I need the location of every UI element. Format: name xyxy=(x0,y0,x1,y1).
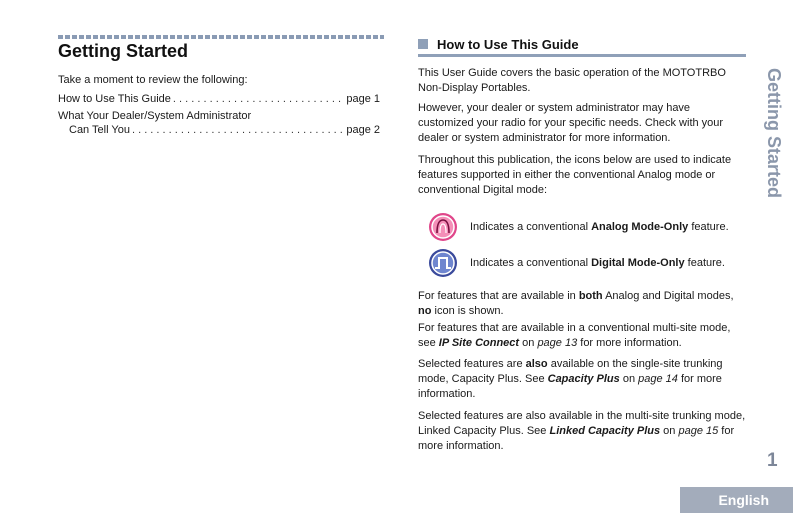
section-title: How to Use This Guide xyxy=(437,36,579,52)
language-tab: English xyxy=(680,487,793,513)
paragraph-linked-capacity-plus: Selected features are also available in the multi-site trunking mode, Linked Capacity Plus. See Linked Capacity Plus on page 15 for more information. xyxy=(418,410,746,452)
page-title: Getting Started xyxy=(58,41,189,61)
paragraph-capacity-plus: Selected features are also available on the single-site trunking mode, Capacity Plus. See Capacity Plus on page 14 for more information. xyxy=(418,358,723,400)
toc-label: How to Use This Guide xyxy=(58,93,171,105)
capacity-plus-link[interactable]: Capacity Plus xyxy=(547,373,620,385)
table-of-contents xyxy=(58,92,380,137)
chapter-side-tab xyxy=(762,68,784,202)
digital-legend xyxy=(428,248,725,278)
toc-entry-dealer[interactable] xyxy=(58,123,380,137)
toc-leader xyxy=(132,123,344,137)
toc-page: page 2 xyxy=(346,124,380,136)
ip-site-connect-link[interactable]: IP Site Connect xyxy=(438,337,520,349)
linked-capacity-plus-link[interactable]: Linked Capacity Plus xyxy=(549,425,661,437)
toc-page: page 1 xyxy=(346,93,380,105)
chapter-side-tab-label: Getting Started xyxy=(764,68,784,199)
analog-mode-icon xyxy=(428,212,458,242)
intro-text: Take a moment to review the following: xyxy=(58,74,248,86)
section-bullet-icon xyxy=(418,39,428,49)
toc-label: What Your Dealer/System Administrator xyxy=(58,110,252,122)
analog-legend-text: Indicates a conventional Analog Mode-Only feature. xyxy=(470,220,729,233)
digital-legend-text: Indicates a conventional Digital Mode-Only feature. xyxy=(470,256,725,269)
page-number: 1 xyxy=(767,450,778,471)
paragraph-intro: This User Guide covers the basic operation of the MOTOTRBO Non-Display Portables. xyxy=(418,67,726,94)
dashed-rule xyxy=(58,35,384,39)
section-header xyxy=(418,34,746,57)
paragraph-icons: Throughout this publication, the icons below are used to indicate features supported in either the conventional Analog mode or conventional Digital mode: xyxy=(418,154,732,196)
paragraph-both-modes: For features that are available in both Analog and Digital modes, no icon is shown. xyxy=(418,290,734,317)
analog-legend xyxy=(428,212,729,242)
toc-entry-how-to-use[interactable] xyxy=(58,92,380,106)
digital-mode-icon xyxy=(428,248,458,278)
toc-leader xyxy=(173,92,344,106)
paragraph-dealer: However, your dealer or system administrator may have customized your radio for your specific needs. Check with your dealer or system administrator for more information. xyxy=(418,102,724,144)
paragraph-multi-site: For features that are available in a conventional multi-site mode, see IP Site Connect on page 13 for more information. xyxy=(418,322,731,349)
toc-label: Can Tell You xyxy=(69,124,130,136)
